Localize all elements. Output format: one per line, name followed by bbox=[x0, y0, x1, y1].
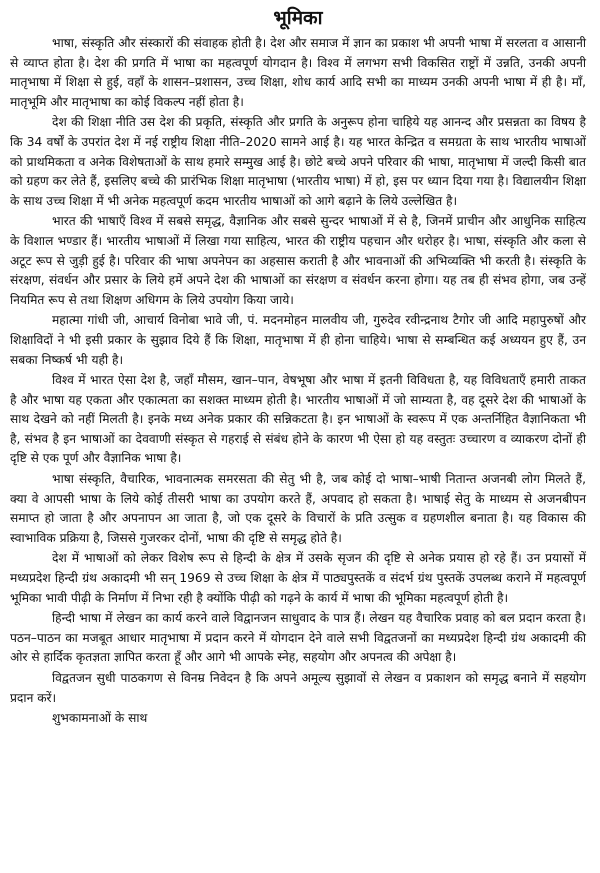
paragraph-diversity: विश्व में भारत ऐसा देश है, जहाँ मौसम, खान–पान, वेषभूषा और भाषा में इतनी विविधता है, यह विविधताएँ हमारी ताकत है और भाषा यह एकता और एकात्मता का सशक्त माध्यम होती है। भारतीय भाषाओं में जो साम्यता है, वह दूसरे देश की भाषाओं के साथ देखने को नहीं मिलती है। इनके मध्य अनेक प्रकार की सन्निकटता है। इन भाषाओं के स्वरूप में एक अन्तर्निहित वैज्ञानिकता भी है, संभव है इन भाषाओं का देववाणी संस्कृत से गहराई से संबंध होने के कारण भी ऐसा हो यह वस्तुतः उच्चारण व व्याकरण दोनों ही दृष्टि से एक पूर्ण और वैज्ञानिक भाषा है। bbox=[10, 373, 586, 466]
paragraph-education-policy: देश की शिक्षा नीति उस देश की प्रकृति, संस्कृति और प्रगति के अनुरूप होना चाहिये यह आनन्द और प्रसन्नता का विषय है कि 34 वर्षों के उपरांत देश में नई राष्ट्रीय शिक्षा नीति–2020 सामने आई है। यह भारत केन्द्रित व समग्रता के साथ भारतीय भाषाओं को प्राथमिकता व अनेक विशेषताओं के साथ हमारे सम्मुख आई है। छोटे बच्चे अपने परिवार की भाषा, मातृभाषा में जल्दी किसी बात को ग्रहण कर लेते हैं, इसलिए बच्चे की प्रारंभिक शिक्षा मातृभाषा (भारतीय भाषा) में हो, इस पर ध्यान दिया गया है। विद्यालयीन शिक्षा के साथ उच्च शिक्षा में भी अनेक महत्वपूर्ण कदम भारतीय भाषाओं को आगे बढ़ाने के लिये उल्लेखित है। bbox=[10, 115, 586, 208]
paragraph-granth-academy: देश में भाषाओं को लेकर विशेष रूप से हिन्दी के क्षेत्र में उसके सृजन की दृष्टि से अनेक प्रयास हो रहे हैं। उन प्रयासों में मध्यप्रदेश हिन्दी ग्रंथ अकादमी भी सन् 1969 से उच्च शिक्षा के क्षेत्र में पाठ्यपुस्तकें व संदर्भ ग्रंथ पुस्तकें उपलब्ध कराने में महत्वपूर्ण भूमिका भावी पीढ़ी के निर्माण में निभा रही है क्योंकि पीढ़ी को गढ़ने के कार्य में भाषा की भूमिका महत्वपूर्ण होती है। bbox=[10, 551, 586, 605]
paragraph-language-culture: भाषा, संस्कृति और संस्कारों की संवाहक होती है। देश और समाज में ज्ञान का प्रकाश भी अपनी भाषा में सरलता व आसानी से व्याप्त होता है। देश की प्रगति में भाषा का महत्वपूर्ण योगदान है। विश्व में लगभग सभी विकसित राष्ट्रों में उन्नति, उनकी अपनी मातृभाषा में शिक्षा से हुई, वहाँ के शासन–प्रशासन, उच्च शिक्षा, शोध कार्य आदि सभी का माध्यम उनकी अपनी भाषा में ही है। माँ, मातृभूमि और मातृभाषा का कोई विकल्प नहीं होता है। bbox=[10, 36, 586, 109]
paragraph-great-personalities: महात्मा गांधी जी, आचार्य विनोबा भावे जी, पं. मदनमोहन मालवीय जी, गुरुदेव रवीन्द्रनाथ टैगोर जी आदि महापुरुषों और शिक्षाविदों ने भी इसी प्रकार के सुझाव दिये हैं कि शिक्षा, मातृभाषा में ही होना चाहिये। भाषा से सम्बन्धित कई अध्ययन हुए हैं, उन सबका निष्कर्ष भी यही है। bbox=[10, 313, 586, 367]
paragraph-indian-languages: भारत की भाषाएँ विश्व में सबसे समृद्ध, वैज्ञानिक और सबसे सुन्दर भाषाओं में से है, जिनमें प्राचीन और आधुनिक साहित्य के विशाल भण्डार हैं। भारतीय भाषाओं में लिखा गया साहित्य, भारत की राष्ट्रीय पहचान और धरोहर है। भाषा, संस्कृति और कला से अटूट रूप से जुड़ी हुई है। परिवार की भाषा अपनेपन का अहसास कराती है और भावनाओं की अभिव्यक्ति भी करती है। संस्कृति के संरक्षण, संवर्धन और प्रसार के लिये हमें अपने देश की भाषाओं का संरक्षण व संवर्धन करना होगा। यह तब ही संभव होगा, जब उन्हें नियमित रूप से तथा शिक्षण अधिगम के लिये उपयोग किया जाये। bbox=[10, 214, 586, 307]
paragraph-language-bridge: भाषा संस्कृति, वैचारिक, भावनात्मक समरसता की सेतु भी है, जब कोई दो भाषा–भाषी नितान्त अजनबी लोग मिलते हैं, क्या वे आपसी भाषा के लिये कोई तीसरी भाषा का उपयोग करते हैं, अपवाद हो सकता है। भाषाई सेतु के माध्यम से अजनबीपन समाप्त हो जाता है और अपनापन आ जाता है, जो एक दूसरे के विचारों के प्रति उत्सुक व ग्रहणशील बनाता है। यह विकास की स्वाभाविक प्रक्रिया है, जिससे गुजरकर दोनों, भाषा की दृष्टि से समृद्ध होते है। bbox=[10, 472, 586, 545]
closing-line: शुभकामनाओं के साथ bbox=[52, 711, 148, 726]
paragraph-gratitude: हिन्दी भाषा में लेखन का कार्य करने वाले विद्वानजन साधुवाद के पात्र हैं। लेखन यह वैचारिक प्रवाह को बल प्रदान करता है। पठन–पाठन का मजबूत आधार मातृभाषा में प्रदान करने में योगदान देने वाले सभी विद्वतजनों का मध्यप्रदेश हिन्दी ग्रंथ अकादमी की ओर से हार्दिक कृतज्ञता ज्ञापित करता हूँ और आगे भी आपके स्नेह, सहयोग और अपनत्व की अपेक्षा है। bbox=[10, 611, 586, 665]
page-title: भूमिका bbox=[273, 7, 323, 29]
paragraph-request: विद्वतजन सुधी पाठकगण से विनम्र निवेदन है कि अपने अमूल्य सुझावों से लेखन व प्रकाशन को समृद्ध बनाने में सहयोग प्रदान करें। bbox=[10, 671, 586, 705]
